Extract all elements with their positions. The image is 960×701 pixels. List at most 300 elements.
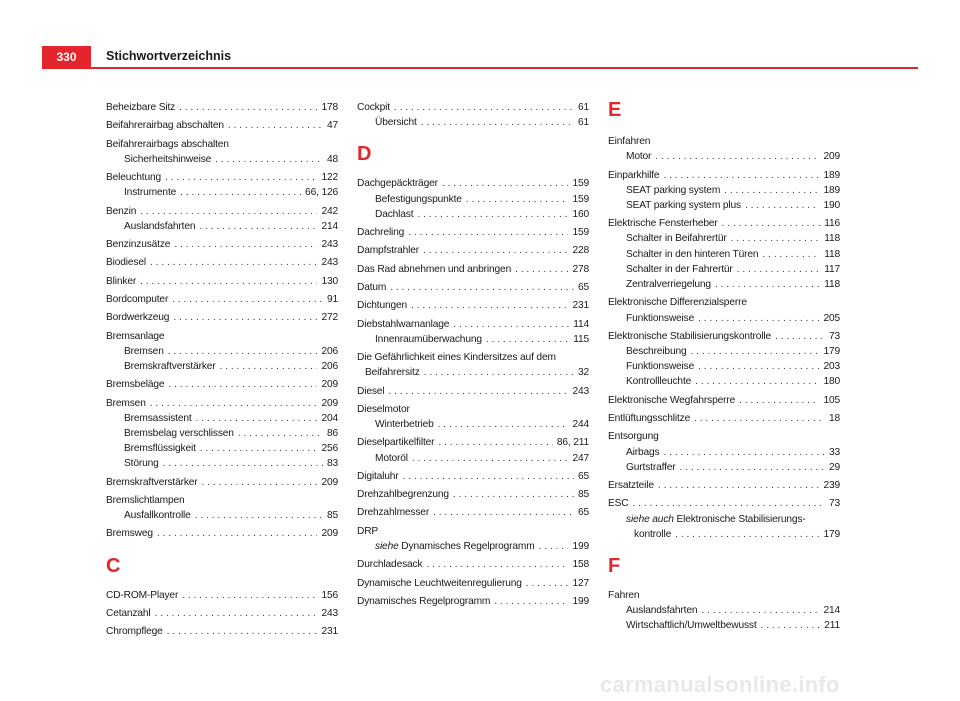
index-term-text: Schalter in den hinteren Türen bbox=[626, 248, 759, 260]
index-entry bbox=[106, 624, 338, 639]
page-reference: 65 bbox=[577, 282, 589, 293]
index-term-text: Übersicht bbox=[375, 117, 417, 129]
index-term bbox=[106, 204, 136, 219]
leader-dots bbox=[438, 435, 552, 450]
index-subentry bbox=[106, 411, 338, 426]
index-term bbox=[124, 441, 196, 456]
leader-dots bbox=[675, 527, 819, 542]
index-entry bbox=[106, 204, 338, 219]
index-term bbox=[124, 508, 191, 523]
index-term-text: Fahren bbox=[608, 589, 640, 601]
index-entry bbox=[106, 329, 338, 344]
index-term-text: Kontrollleuchte bbox=[626, 376, 692, 388]
page-reference: 118 bbox=[824, 233, 840, 245]
index-term bbox=[626, 618, 757, 633]
index-entry bbox=[608, 134, 840, 149]
page-reference: 18 bbox=[828, 413, 840, 425]
index-term-text: Biodiesel bbox=[106, 257, 146, 269]
index-subentry bbox=[106, 344, 338, 359]
index-subentry bbox=[106, 441, 338, 456]
index-term-text: Einfahren bbox=[608, 136, 651, 147]
leader-dots bbox=[762, 247, 820, 262]
index-entry bbox=[106, 255, 338, 270]
index-letter-heading: E bbox=[608, 99, 622, 121]
index-term bbox=[626, 460, 676, 475]
index-subentry bbox=[357, 332, 589, 347]
index-term-text: Dynamisches Regelprogramm bbox=[357, 595, 491, 607]
index-term bbox=[357, 557, 422, 572]
index-subentry bbox=[608, 262, 840, 277]
index-term bbox=[626, 512, 806, 527]
index-subentry bbox=[357, 192, 589, 207]
index-term-text: Funktionsweise bbox=[626, 361, 695, 373]
index-term-text: Dachgepäckträger bbox=[357, 178, 438, 190]
index-term bbox=[626, 277, 711, 292]
index-term bbox=[626, 344, 687, 359]
leader-dots bbox=[173, 310, 317, 325]
page-reference: 160 bbox=[572, 208, 589, 220]
index-entry bbox=[106, 475, 338, 490]
page-reference: 83 bbox=[326, 458, 338, 470]
index-term bbox=[106, 100, 175, 115]
index-term-text: Ersatzteile bbox=[608, 480, 654, 492]
index-term bbox=[357, 505, 429, 520]
index-term-text: Blinker bbox=[106, 275, 137, 287]
index-term bbox=[608, 295, 747, 310]
index-term-text: Diesel bbox=[357, 385, 385, 397]
index-term bbox=[357, 487, 449, 502]
index-term-text: Instrumente bbox=[124, 187, 177, 199]
index-term bbox=[357, 280, 386, 295]
index-term-text: Winterbetrieb bbox=[375, 419, 434, 431]
index-term bbox=[357, 524, 378, 539]
leader-dots bbox=[433, 505, 574, 520]
page-title: Stichwortverzeichnis bbox=[106, 49, 232, 63]
index-term-text: Cockpit bbox=[357, 102, 390, 113]
index-term-text: Gurtstraffer bbox=[626, 461, 676, 473]
index-term-text: Beschreibung bbox=[626, 346, 687, 358]
leader-dots bbox=[761, 618, 821, 633]
page-reference: 159 bbox=[572, 227, 589, 239]
see-reference: siehe bbox=[375, 540, 399, 552]
page-reference: 73 bbox=[828, 498, 840, 510]
index-term bbox=[106, 475, 198, 490]
index-letter-heading: C bbox=[106, 554, 121, 577]
index-term bbox=[357, 576, 522, 591]
index-term bbox=[357, 594, 490, 609]
leader-dots bbox=[731, 231, 821, 246]
page-reference: 189 bbox=[823, 169, 840, 181]
page-reference: 32 bbox=[577, 367, 589, 379]
index-term bbox=[106, 292, 168, 307]
watermark: carmanualsonline.info bbox=[600, 672, 840, 697]
leader-dots bbox=[515, 262, 568, 277]
leader-dots bbox=[165, 170, 317, 185]
index-entry bbox=[106, 237, 338, 252]
page-reference: 179 bbox=[823, 528, 840, 540]
page-reference: 239 bbox=[823, 480, 840, 492]
index-entry bbox=[106, 137, 338, 152]
page-reference: 209 bbox=[823, 151, 840, 163]
page-reference: 190 bbox=[823, 199, 840, 211]
index-term bbox=[106, 255, 146, 270]
page-reference: 159 bbox=[572, 193, 589, 205]
leader-dots bbox=[663, 168, 819, 183]
page-reference: 130 bbox=[321, 275, 338, 287]
leader-dots bbox=[724, 183, 819, 198]
index-term-text: Elektronische Stabilisierungs- bbox=[676, 513, 806, 525]
index-term-text: Drehzahlbegrenzung bbox=[357, 489, 449, 501]
leader-dots bbox=[200, 441, 318, 456]
page-reference: 48 bbox=[326, 153, 338, 165]
index-column-1 bbox=[106, 100, 338, 643]
index-term-text: ESC bbox=[608, 498, 629, 510]
page-reference: 214 bbox=[321, 220, 338, 232]
page-reference: 242 bbox=[321, 205, 338, 217]
page-reference: 65 bbox=[577, 470, 589, 482]
index-entry bbox=[106, 606, 338, 621]
leader-dots bbox=[182, 588, 317, 603]
page-reference: 61 bbox=[577, 102, 589, 113]
leader-dots bbox=[228, 118, 323, 133]
leader-dots bbox=[411, 298, 568, 313]
index-term bbox=[626, 311, 694, 326]
index-term bbox=[375, 192, 462, 207]
leader-dots bbox=[453, 487, 574, 502]
index-term-text: Airbags bbox=[626, 446, 660, 458]
index-term bbox=[106, 137, 229, 152]
index-entry bbox=[106, 396, 338, 411]
index-entry bbox=[357, 384, 589, 399]
index-subentry bbox=[608, 374, 840, 389]
index-term-text: Dampfstrahler bbox=[357, 245, 420, 257]
leader-dots bbox=[655, 149, 819, 164]
index-term-text: SEAT parking system plus bbox=[626, 199, 741, 211]
index-term bbox=[365, 365, 420, 380]
index-term-text: kontrolle bbox=[634, 528, 672, 540]
index-term-text: Drehzahlmesser bbox=[357, 507, 430, 519]
index-term bbox=[626, 374, 691, 389]
leader-dots bbox=[199, 219, 317, 234]
leader-dots bbox=[238, 426, 323, 441]
page-reference: 159 bbox=[572, 178, 589, 190]
index-entry bbox=[357, 576, 589, 591]
index-subentry bbox=[608, 183, 840, 198]
index-subentry bbox=[608, 445, 840, 460]
index-subentry bbox=[608, 618, 840, 633]
leader-dots bbox=[722, 216, 821, 231]
index-term bbox=[608, 393, 735, 408]
index-entry bbox=[106, 493, 338, 508]
page-reference: 209 bbox=[321, 528, 338, 540]
index-term-text: Bremsflüssigkeit bbox=[124, 443, 196, 455]
index-term-text: Bordwerkzeug bbox=[106, 312, 170, 324]
index-term-text: Dieselmotor bbox=[357, 403, 410, 415]
index-subentry bbox=[357, 451, 589, 466]
page-reference: 65 bbox=[577, 507, 589, 519]
index-subentry bbox=[608, 149, 840, 164]
leader-dots bbox=[172, 292, 323, 307]
index-term bbox=[375, 417, 434, 432]
index-term bbox=[357, 243, 419, 258]
index-subentry bbox=[357, 207, 589, 222]
index-term bbox=[608, 216, 718, 231]
leader-dots bbox=[426, 557, 568, 572]
leader-dots bbox=[412, 451, 569, 466]
index-term-text: Beifahrerairbags abschalten bbox=[106, 138, 229, 150]
page-reference: 118 bbox=[824, 248, 840, 260]
leader-dots bbox=[438, 417, 569, 432]
index-term bbox=[626, 445, 660, 460]
page-reference: 73 bbox=[828, 330, 840, 342]
index-term-text: Befestigungspunkte bbox=[375, 193, 462, 205]
index-subentry bbox=[608, 231, 840, 246]
page-reference: 231 bbox=[321, 626, 338, 638]
index-term bbox=[608, 588, 639, 603]
index-term bbox=[626, 198, 741, 213]
index-subentry bbox=[608, 344, 840, 359]
index-term-text: Dieselpartikelfilter bbox=[357, 437, 435, 449]
index-term-text: Funktionsweise bbox=[626, 312, 695, 324]
leader-dots bbox=[157, 526, 318, 541]
page-reference: 116 bbox=[824, 218, 840, 230]
index-column-3 bbox=[608, 100, 840, 637]
index-term-text: Bremsen bbox=[106, 397, 146, 409]
index-term bbox=[357, 469, 399, 484]
index-letter-heading: F bbox=[608, 554, 621, 577]
index-term-text: Innenraumüberwachung bbox=[375, 333, 482, 345]
leader-dots bbox=[701, 603, 819, 618]
index-term-text: Elektronische Differenzialsperre bbox=[608, 297, 747, 309]
index-subentry bbox=[608, 247, 840, 262]
leader-dots bbox=[390, 280, 574, 295]
index-term bbox=[608, 496, 629, 511]
index-term bbox=[124, 456, 159, 471]
index-entry bbox=[106, 310, 338, 325]
index-entry bbox=[357, 435, 589, 450]
page-reference: 117 bbox=[824, 263, 840, 275]
leader-dots bbox=[215, 152, 323, 167]
page-reference: 179 bbox=[823, 346, 840, 358]
index-term bbox=[608, 429, 659, 444]
index-subentry bbox=[608, 603, 840, 618]
page-reference: 118 bbox=[824, 279, 840, 291]
index-term bbox=[608, 478, 654, 493]
index-term bbox=[106, 170, 161, 185]
leader-dots bbox=[737, 262, 821, 277]
index-subentry bbox=[106, 359, 338, 374]
leader-dots bbox=[494, 594, 568, 609]
index-entry bbox=[608, 393, 840, 408]
page-reference: 244 bbox=[572, 419, 589, 431]
index-subentry bbox=[106, 185, 338, 200]
index-entry bbox=[608, 478, 840, 493]
page-reference: 256 bbox=[321, 443, 338, 455]
leader-dots bbox=[180, 185, 301, 200]
index-subentry bbox=[357, 417, 589, 432]
leader-dots bbox=[698, 311, 819, 326]
page-reference: 278 bbox=[572, 263, 589, 275]
leader-dots bbox=[421, 115, 574, 130]
index-subentry bbox=[608, 512, 840, 527]
leader-dots bbox=[423, 243, 568, 258]
index-entry bbox=[106, 100, 338, 115]
index-term-text: Digitaluhr bbox=[357, 470, 399, 482]
index-entry bbox=[106, 588, 338, 603]
index-entry bbox=[608, 216, 840, 231]
leader-dots bbox=[739, 393, 819, 408]
leader-dots bbox=[691, 344, 820, 359]
index-entry bbox=[357, 100, 589, 115]
index-term-text: Bremslichtlampen bbox=[106, 494, 185, 506]
index-entry bbox=[106, 526, 338, 541]
index-term-text: Bordcomputer bbox=[106, 293, 169, 305]
index-term bbox=[106, 377, 164, 392]
index-term bbox=[608, 411, 690, 426]
index-term bbox=[357, 435, 434, 450]
index-term bbox=[626, 359, 694, 374]
index-entry bbox=[106, 377, 338, 392]
index-subentry bbox=[608, 359, 840, 374]
index-term-text: Auslandsfahrten bbox=[124, 220, 196, 232]
index-term bbox=[124, 426, 234, 441]
page-reference: 206 bbox=[321, 360, 338, 372]
index-term bbox=[106, 274, 136, 289]
index-entry bbox=[357, 505, 589, 520]
index-term bbox=[608, 134, 650, 149]
index-term-text: Beheizbare Sitz bbox=[106, 102, 176, 113]
index-term-text: SEAT parking system bbox=[626, 184, 721, 196]
index-term-text: Beifahrerairbag abschalten bbox=[106, 120, 224, 132]
page-reference: 211 bbox=[824, 620, 840, 632]
page-reference: 86, 211 bbox=[556, 437, 589, 449]
index-term bbox=[375, 451, 408, 466]
index-term bbox=[626, 603, 697, 618]
leader-dots bbox=[394, 100, 574, 115]
leader-dots bbox=[196, 411, 318, 426]
index-term bbox=[357, 262, 511, 277]
index-entry bbox=[357, 469, 589, 484]
index-subentry bbox=[357, 539, 589, 554]
index-term-text: Die Gefährlichkeit eines Kindersitzes auf dem bbox=[357, 352, 556, 364]
index-term bbox=[357, 402, 410, 417]
index-term-text: Bremsbeläge bbox=[106, 379, 165, 391]
index-term-text: Zentralverriegelung bbox=[626, 279, 711, 291]
index-entry bbox=[106, 292, 338, 307]
leader-dots bbox=[745, 198, 820, 213]
leader-dots bbox=[775, 329, 825, 344]
page-reference: 243 bbox=[572, 385, 589, 397]
page-reference: 66, 126 bbox=[305, 187, 338, 199]
page-reference: 205 bbox=[823, 312, 840, 324]
index-term-text: Dynamische Leuchtweitenregulierung bbox=[357, 577, 522, 589]
index-entry bbox=[357, 225, 589, 240]
page-reference: 199 bbox=[572, 595, 589, 607]
leader-dots bbox=[658, 478, 820, 493]
index-term-text: Motoröl bbox=[375, 452, 408, 464]
leader-dots bbox=[388, 384, 568, 399]
leader-dots bbox=[220, 359, 318, 374]
index-entry bbox=[357, 524, 589, 539]
leader-dots bbox=[486, 332, 569, 347]
index-subentry bbox=[106, 152, 338, 167]
index-entry bbox=[357, 243, 589, 258]
index-entry bbox=[608, 496, 840, 511]
index-entry bbox=[106, 118, 338, 133]
page-reference: 189 bbox=[823, 184, 840, 196]
index-term-text: Schalter in Beifahrertür bbox=[626, 233, 727, 245]
index-term-text: Dachlast bbox=[375, 208, 414, 220]
page-reference: 33 bbox=[828, 446, 840, 458]
leader-dots bbox=[150, 396, 318, 411]
index-term bbox=[608, 168, 659, 183]
index-entry bbox=[608, 429, 840, 444]
page-reference: 105 bbox=[823, 394, 840, 406]
index-term-text: Benzin bbox=[106, 205, 137, 217]
index-term bbox=[106, 118, 224, 133]
leader-dots bbox=[168, 377, 317, 392]
index-subentry bbox=[608, 277, 840, 292]
leader-dots bbox=[698, 359, 819, 374]
index-term bbox=[106, 526, 153, 541]
page-reference: 178 bbox=[321, 102, 338, 113]
index-subentry bbox=[357, 115, 589, 130]
page-reference: 204 bbox=[321, 412, 338, 424]
index-term bbox=[626, 183, 720, 198]
index-subentry bbox=[608, 527, 840, 542]
index-term-text: Das Rad abnehmen und anbringen bbox=[357, 263, 512, 275]
index-term bbox=[357, 225, 404, 240]
index-term bbox=[375, 539, 535, 554]
index-term-text: Bremskraftverstärker bbox=[106, 476, 198, 488]
page-reference: 199 bbox=[572, 540, 589, 552]
index-subentry bbox=[106, 508, 338, 523]
page-reference: 114 bbox=[573, 318, 589, 330]
page-reference: 47 bbox=[326, 120, 338, 132]
page-reference: 86 bbox=[326, 427, 338, 439]
leader-dots bbox=[167, 624, 318, 639]
index-term-text: Bremskraftverstärker bbox=[124, 360, 216, 372]
leader-dots bbox=[424, 365, 574, 380]
index-term bbox=[357, 317, 449, 332]
leader-dots bbox=[695, 374, 819, 389]
index-term-text: DRP bbox=[357, 525, 379, 537]
index-term bbox=[375, 332, 482, 347]
index-term-text: Wirtschaftlich/Umweltbewusst bbox=[626, 620, 757, 632]
index-entry bbox=[357, 594, 589, 609]
page-reference: 29 bbox=[828, 461, 840, 473]
index-subentry bbox=[608, 311, 840, 326]
index-term bbox=[626, 247, 758, 262]
leader-dots bbox=[526, 576, 569, 591]
page-reference: 127 bbox=[572, 577, 589, 589]
index-term bbox=[608, 329, 771, 344]
page-reference: 243 bbox=[321, 257, 338, 269]
leader-dots bbox=[539, 539, 569, 554]
leader-dots bbox=[179, 100, 317, 115]
index-term bbox=[124, 359, 216, 374]
page-number-tab: 330 bbox=[42, 46, 91, 68]
index-term bbox=[634, 527, 671, 542]
index-term-text: Dachreling bbox=[357, 227, 405, 239]
page-reference: 158 bbox=[572, 559, 589, 571]
index-term bbox=[357, 298, 407, 313]
leader-dots bbox=[403, 469, 574, 484]
page-reference: 209 bbox=[321, 397, 338, 409]
page-reference: 243 bbox=[321, 239, 338, 251]
index-entry bbox=[357, 176, 589, 191]
index-term-text: Bremsanlage bbox=[106, 330, 165, 342]
